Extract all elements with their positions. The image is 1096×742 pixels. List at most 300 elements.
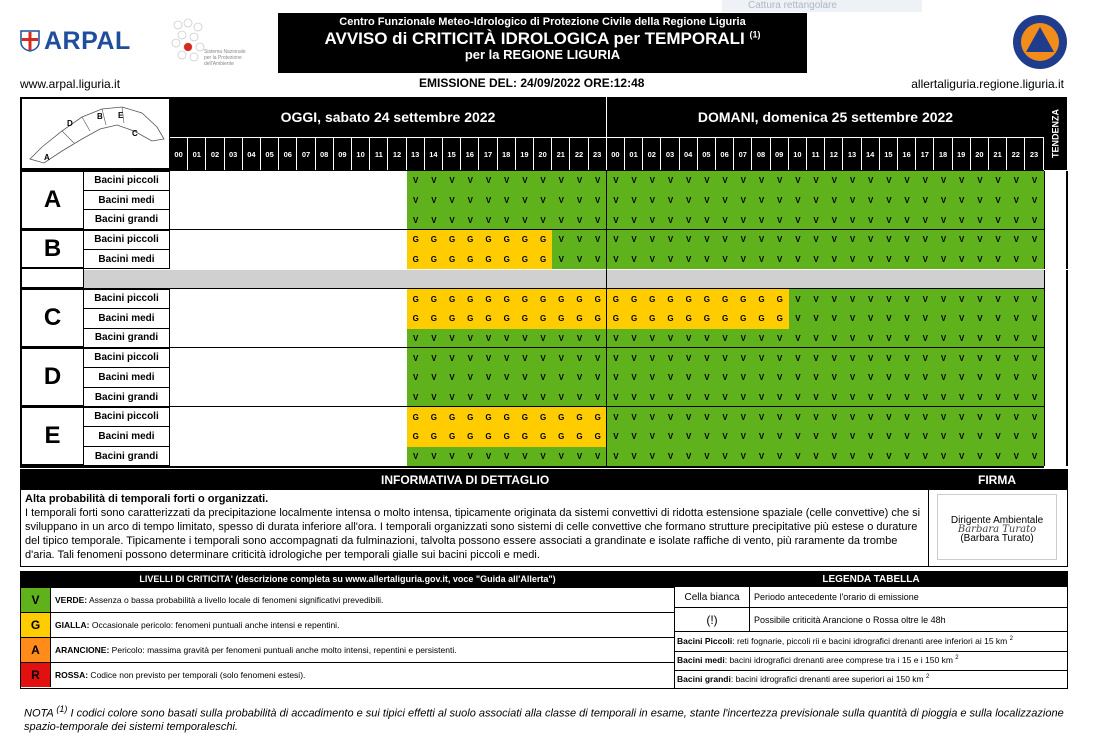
criticity-cell: V	[534, 447, 552, 467]
criticity-cell: V	[461, 191, 479, 211]
criticity-cell: G	[479, 407, 497, 427]
criticity-cell: V	[607, 427, 625, 447]
criticity-cell: V	[953, 191, 971, 211]
criticity-cell: V	[425, 388, 443, 408]
tendency-cell	[1044, 388, 1068, 408]
criticity-cell: G	[407, 230, 425, 250]
row-label: Bacini medi	[84, 427, 170, 447]
criticity-cell: V	[916, 250, 934, 270]
criticity-cell: V	[534, 388, 552, 408]
criticity-cell: V	[625, 388, 643, 408]
criticity-cell: V	[716, 329, 734, 349]
criticity-cell: V	[953, 210, 971, 230]
criticity-cell: V	[698, 427, 716, 447]
criticity-cell: V	[443, 191, 461, 211]
criticity-cell: V	[843, 191, 861, 211]
criticity-cell: G	[534, 427, 552, 447]
tendency-cell	[1044, 250, 1068, 270]
hour-cell: 20	[534, 137, 551, 170]
criticity-cell: V	[498, 171, 516, 191]
criticity-cell: V	[680, 447, 698, 467]
criticity-cell: V	[771, 250, 789, 270]
criticity-cell: V	[898, 427, 916, 447]
hour-cell: 14	[425, 137, 442, 170]
criticity-cell: V	[589, 171, 607, 191]
criticity-cell: G	[534, 289, 552, 309]
pre-emission-cells	[170, 368, 407, 388]
arpal-logo	[20, 27, 131, 55]
criticity-cell: V	[407, 388, 425, 408]
row-label: Bacini piccoli	[84, 348, 170, 368]
criticity-cell: V	[643, 368, 661, 388]
criticity-cell: V	[789, 171, 807, 191]
criticity-cell: V	[916, 447, 934, 467]
hour-cell: 08	[316, 137, 333, 170]
criticity-cell: V	[752, 427, 770, 447]
map-label-a: A	[44, 153, 50, 162]
criticity-cell: V	[953, 407, 971, 427]
level-swatch: G	[21, 613, 51, 637]
criticity-cell: G	[552, 407, 570, 427]
criticity-cell: V	[953, 230, 971, 250]
legend-excl-desc: Possibile criticità Arancione o Rossa oltre le 48h	[754, 615, 946, 625]
criticity-cell: V	[552, 329, 570, 349]
criticity-cell: V	[680, 407, 698, 427]
criticity-cell: G	[498, 309, 516, 329]
criticity-cell: G	[479, 309, 497, 329]
criticity-cell: V	[698, 447, 716, 467]
criticity-cell: V	[607, 210, 625, 230]
criticity-cell: V	[807, 427, 825, 447]
criticity-cell: V	[443, 348, 461, 368]
criticity-cell: V	[898, 250, 916, 270]
criticity-cell: V	[916, 210, 934, 230]
criticity-cell: V	[880, 171, 898, 191]
criticity-cell: V	[771, 407, 789, 427]
criticity-cell: V	[989, 250, 1007, 270]
criticity-cell: V	[461, 388, 479, 408]
hour-cell: 21	[552, 137, 569, 170]
criticity-cell: V	[570, 368, 588, 388]
signer-role: Dirigente Ambientale	[950, 515, 1044, 526]
criticity-cell: V	[989, 210, 1007, 230]
criticity-cell: V	[570, 388, 588, 408]
criticity-cell: V	[971, 348, 989, 368]
criticity-cell: G	[407, 289, 425, 309]
criticity-cell: V	[734, 407, 752, 427]
criticity-cell: V	[1007, 368, 1025, 388]
criticity-cell: V	[698, 191, 716, 211]
criticity-cell: V	[971, 388, 989, 408]
criticity-cell: V	[680, 329, 698, 349]
signer-name: (Barbara Turato)	[960, 533, 1034, 544]
hour-cell: 00	[170, 137, 187, 170]
criticity-cell: V	[552, 230, 570, 250]
criticity-cell: V	[570, 329, 588, 349]
criticity-cell: V	[479, 348, 497, 368]
criticity-cell: V	[1007, 388, 1025, 408]
criticity-cell: V	[643, 191, 661, 211]
tendency-cell	[1044, 191, 1068, 211]
criticity-cell: V	[789, 210, 807, 230]
criticity-cell: G	[443, 289, 461, 309]
criticity-cell: V	[443, 368, 461, 388]
criticity-cell: V	[625, 329, 643, 349]
criticity-cell: G	[425, 289, 443, 309]
criticity-cell: V	[479, 191, 497, 211]
criticity-cell: V	[589, 191, 607, 211]
criticity-cell: G	[443, 250, 461, 270]
criticity-cell: V	[807, 309, 825, 329]
criticity-cell: V	[916, 191, 934, 211]
header-title: AVVISO di CRITICITÀ IDROLOGICA per TEMPORALI $^{(1)}$	[324, 29, 761, 48]
criticity-cell: V	[898, 368, 916, 388]
criticity-cell: V	[425, 447, 443, 467]
criticity-cell: V	[407, 210, 425, 230]
pre-emission-cells	[170, 407, 407, 427]
criticity-cell: V	[789, 250, 807, 270]
hour-cell: 04	[680, 137, 697, 170]
tendency-cell	[1044, 368, 1068, 388]
criticity-cell: V	[916, 329, 934, 349]
criticity-cell: V	[843, 250, 861, 270]
criticity-cell: V	[716, 348, 734, 368]
row-label: Bacini grandi	[84, 447, 170, 467]
criticity-cell: V	[716, 230, 734, 250]
criticity-cell: V	[953, 348, 971, 368]
hour-cell: 18	[498, 137, 515, 170]
criticity-cell: V	[953, 368, 971, 388]
criticity-cell: V	[589, 329, 607, 349]
level-row-v	[21, 587, 674, 612]
criticity-cell: V	[862, 447, 880, 467]
criticity-cell: V	[825, 388, 843, 408]
criticity-cell: G	[570, 309, 588, 329]
hour-cell: 17	[479, 137, 496, 170]
criticity-cell: V	[680, 171, 698, 191]
criticity-cell: V	[971, 171, 989, 191]
criticity-cell: V	[734, 348, 752, 368]
criticity-cell: V	[953, 250, 971, 270]
criticity-cell: V	[989, 407, 1007, 427]
tendency-cell	[1044, 210, 1068, 230]
criticity-cell: V	[862, 210, 880, 230]
criticity-cell: V	[989, 348, 1007, 368]
criticity-cell: V	[1025, 230, 1043, 250]
hour-cell: 13	[843, 137, 860, 170]
criticity-cell: V	[789, 388, 807, 408]
criticity-cell: V	[971, 407, 989, 427]
pre-emission-cells	[170, 309, 407, 329]
hour-cell: 03	[225, 137, 242, 170]
criticity-cell: V	[716, 407, 734, 427]
header-banner	[278, 13, 807, 73]
criticity-cell: V	[752, 191, 770, 211]
criticity-cell: V	[916, 230, 934, 250]
criticity-cell: V	[479, 368, 497, 388]
criticity-cell: V	[752, 329, 770, 349]
criticity-cell: G	[443, 309, 461, 329]
criticity-cell: V	[916, 407, 934, 427]
criticity-cell: V	[570, 191, 588, 211]
criticity-cell: V	[843, 289, 861, 309]
criticity-cell: G	[443, 230, 461, 250]
criticity-cell: V	[862, 368, 880, 388]
criticity-cell: V	[789, 289, 807, 309]
criticity-cell: V	[843, 447, 861, 467]
criticity-cell: V	[698, 250, 716, 270]
criticity-cell: V	[989, 388, 1007, 408]
criticity-cell: V	[825, 447, 843, 467]
signature: Barbara Turato	[957, 524, 1037, 535]
criticity-cell: V	[898, 289, 916, 309]
criticity-cell: V	[698, 171, 716, 191]
hour-cell: 11	[370, 137, 387, 170]
legend-grandi: Bacini grandi: bacini idrografici drenanti aree superiori ai 150 km $^2$	[677, 674, 930, 684]
hour-cell: 13	[407, 137, 424, 170]
hour-cell: 22	[570, 137, 587, 170]
criticity-cell: V	[880, 250, 898, 270]
tendency-cell	[1044, 427, 1068, 447]
criticity-cell: V	[1007, 191, 1025, 211]
criticity-cell: V	[989, 171, 1007, 191]
criticity-cell: V	[971, 329, 989, 349]
hour-cell: 07	[734, 137, 751, 170]
criticity-cell: V	[407, 171, 425, 191]
criticity-cell: V	[825, 289, 843, 309]
criticity-cell: V	[880, 191, 898, 211]
criticity-cell: V	[953, 329, 971, 349]
hour-cell: 19	[516, 137, 533, 170]
criticity-cell: G	[516, 289, 534, 309]
criticity-cell: V	[607, 329, 625, 349]
criticity-cell: V	[461, 368, 479, 388]
svg-text:dell'Ambiente: dell'Ambiente	[204, 61, 234, 67]
criticity-cell: V	[479, 447, 497, 467]
criticity-cell: V	[843, 329, 861, 349]
level-swatch: A	[21, 638, 51, 662]
criticity-cell: G	[734, 289, 752, 309]
criticity-cell: V	[825, 191, 843, 211]
criticity-cell: V	[971, 447, 989, 467]
criticity-cell: V	[734, 388, 752, 408]
tendency-cell	[1044, 171, 1068, 191]
criticity-cell: V	[825, 309, 843, 329]
level-name: GIALLA:	[55, 620, 90, 630]
criticity-cell: V	[443, 171, 461, 191]
hour-cell: 17	[916, 137, 933, 170]
criticity-cell: G	[680, 309, 698, 329]
criticity-cell: V	[1007, 210, 1025, 230]
criticity-cell: V	[552, 447, 570, 467]
criticity-cell: V	[862, 171, 880, 191]
criticity-cell: V	[552, 191, 570, 211]
row-label: Bacini piccoli	[84, 407, 170, 427]
zone-label-e: E	[20, 407, 84, 466]
criticity-cell: V	[734, 191, 752, 211]
criticity-cell: V	[843, 427, 861, 447]
criticity-cell: V	[898, 191, 916, 211]
criticity-cell: V	[807, 348, 825, 368]
criticity-cell: G	[552, 289, 570, 309]
criticity-cell: V	[898, 329, 916, 349]
criticity-cell: V	[807, 250, 825, 270]
criticity-cell: V	[589, 210, 607, 230]
criticity-cell: G	[443, 407, 461, 427]
criticity-cell: V	[843, 210, 861, 230]
criticity-cell: V	[734, 171, 752, 191]
pre-emission-cells	[170, 230, 407, 250]
criticity-cell: G	[607, 289, 625, 309]
hour-cell: 11	[807, 137, 824, 170]
criticity-cell: G	[479, 230, 497, 250]
criticity-cell: V	[407, 191, 425, 211]
legend-piccoli: Bacini Piccoli: reti fognarie, piccoli rii e bacini idrografici drenanti aree inferiori ai 15 km $^2$	[677, 636, 1013, 646]
pre-emission-cells	[170, 348, 407, 368]
criticity-cell: V	[771, 230, 789, 250]
criticity-cell: V	[643, 447, 661, 467]
hour-cell: 05	[698, 137, 715, 170]
criticity-cell: G	[425, 309, 443, 329]
criticity-cell: V	[898, 171, 916, 191]
criticity-cell: V	[934, 348, 952, 368]
criticity-cell: V	[843, 230, 861, 250]
criticity-cell: V	[1025, 289, 1043, 309]
row-label: Bacini medi	[84, 250, 170, 270]
pre-emission-cells	[170, 289, 407, 309]
criticity-cell: V	[625, 368, 643, 388]
protezione-civile-logo	[1012, 14, 1068, 70]
hour-cell: 06	[279, 137, 296, 170]
criticity-cell: G	[661, 289, 679, 309]
criticity-cell: V	[1025, 447, 1043, 467]
criticity-cell: V	[570, 250, 588, 270]
criticity-cell: V	[880, 210, 898, 230]
criticity-cell: V	[989, 368, 1007, 388]
criticity-cell: V	[916, 289, 934, 309]
criticity-cell: V	[516, 348, 534, 368]
criticity-cell: V	[443, 329, 461, 349]
hour-cell: 12	[388, 137, 405, 170]
criticity-cell: V	[407, 368, 425, 388]
criticity-cell: V	[589, 388, 607, 408]
criticity-cell: V	[771, 329, 789, 349]
zone-label-a: A	[20, 171, 84, 230]
criticity-cell: V	[607, 250, 625, 270]
criticity-cell: V	[880, 427, 898, 447]
criticity-cell: V	[498, 447, 516, 467]
criticity-cell: V	[752, 348, 770, 368]
arpal-site-link[interactable]: www.arpal.liguria.it	[20, 77, 121, 91]
criticity-cell: V	[898, 210, 916, 230]
criticity-cell: V	[880, 230, 898, 250]
criticity-cell: V	[552, 210, 570, 230]
allerta-site-link[interactable]: allertaliguria.regione.liguria.it	[911, 77, 1064, 91]
pre-emission-cells	[170, 447, 407, 467]
criticity-cell: G	[425, 250, 443, 270]
hour-cell: 14	[862, 137, 879, 170]
criticity-cell: V	[680, 191, 698, 211]
criticity-cell: V	[607, 348, 625, 368]
hour-cell: 04	[243, 137, 260, 170]
nota: NOTA $^{(1)}$ I codici colore sono basati sulla probabilità di accadimento e sui tipici effetti al suolo associati alla classe di temporali in esame, stante l'incertezza previsionale sulla quantità di pioggia e sulla localizzazione spazio-temporale dei sistemi temporaleschi.	[24, 704, 1064, 733]
criticity-cell: G	[498, 427, 516, 447]
criticity-cell: G	[425, 427, 443, 447]
criticity-cell: G	[407, 250, 425, 270]
pre-emission-cells	[170, 171, 407, 191]
criticity-cell: V	[534, 171, 552, 191]
criticity-cell: V	[607, 388, 625, 408]
criticity-cell: V	[771, 368, 789, 388]
criticity-cell: V	[825, 407, 843, 427]
criticity-cell: V	[862, 407, 880, 427]
criticity-cell: V	[716, 447, 734, 467]
criticity-cell: V	[534, 348, 552, 368]
criticity-cell: V	[916, 368, 934, 388]
level-desc: Pericolo: massima gravità per fenomeni puntuali anche molto intensi, repentini e persistenti.	[109, 645, 457, 655]
criticity-cell: V	[752, 210, 770, 230]
criticity-cell: V	[825, 348, 843, 368]
criticity-cell: V	[1025, 250, 1043, 270]
hour-cell: 01	[625, 137, 642, 170]
criticity-cell: V	[989, 230, 1007, 250]
criticity-cell: G	[479, 250, 497, 270]
criticity-cell: V	[607, 407, 625, 427]
criticity-cell: V	[807, 210, 825, 230]
tendency-cell	[1044, 348, 1068, 368]
criticity-cell: G	[589, 289, 607, 309]
criticity-cell: V	[789, 368, 807, 388]
criticity-cell: V	[807, 171, 825, 191]
criticity-cell: V	[425, 329, 443, 349]
criticity-cell: V	[789, 447, 807, 467]
criticity-cell: V	[661, 329, 679, 349]
criticity-cell: V	[771, 427, 789, 447]
pre-emission-cells	[170, 329, 407, 349]
criticity-cell: V	[680, 210, 698, 230]
criticity-cell: V	[498, 388, 516, 408]
tendency-cell	[1044, 309, 1068, 329]
criticity-cell: G	[479, 289, 497, 309]
criticity-cell: V	[625, 427, 643, 447]
criticity-cell: V	[734, 210, 752, 230]
level-row-r	[21, 662, 674, 687]
criticity-cell: V	[516, 171, 534, 191]
criticity-cell: V	[643, 171, 661, 191]
criticity-cell: G	[771, 309, 789, 329]
criticity-cell: G	[661, 309, 679, 329]
legend-white-desc: Periodo antecedente l'orario di emissione	[754, 592, 919, 602]
criticity-cell: V	[825, 210, 843, 230]
map-label-c: C	[132, 129, 138, 138]
criticity-cell: V	[953, 289, 971, 309]
tendency-cell	[1044, 447, 1068, 467]
criticity-cell: V	[1007, 348, 1025, 368]
criticity-cell: V	[661, 407, 679, 427]
criticity-cell: V	[516, 191, 534, 211]
criticity-cell: V	[752, 388, 770, 408]
criticity-cell: V	[570, 447, 588, 467]
tendency-cell	[1044, 230, 1068, 250]
criticity-cell: V	[680, 388, 698, 408]
criticity-cell: V	[643, 230, 661, 250]
criticity-cell: V	[698, 407, 716, 427]
criticity-cell: V	[698, 348, 716, 368]
levels-header: LIVELLI DI CRITICITA' (descrizione completa su www.allertaliguria.gov.it, voce "Guida all'Allerta")	[21, 572, 674, 587]
criticity-cell: V	[698, 329, 716, 349]
criticity-cell: V	[934, 309, 952, 329]
criticity-cell: V	[843, 309, 861, 329]
